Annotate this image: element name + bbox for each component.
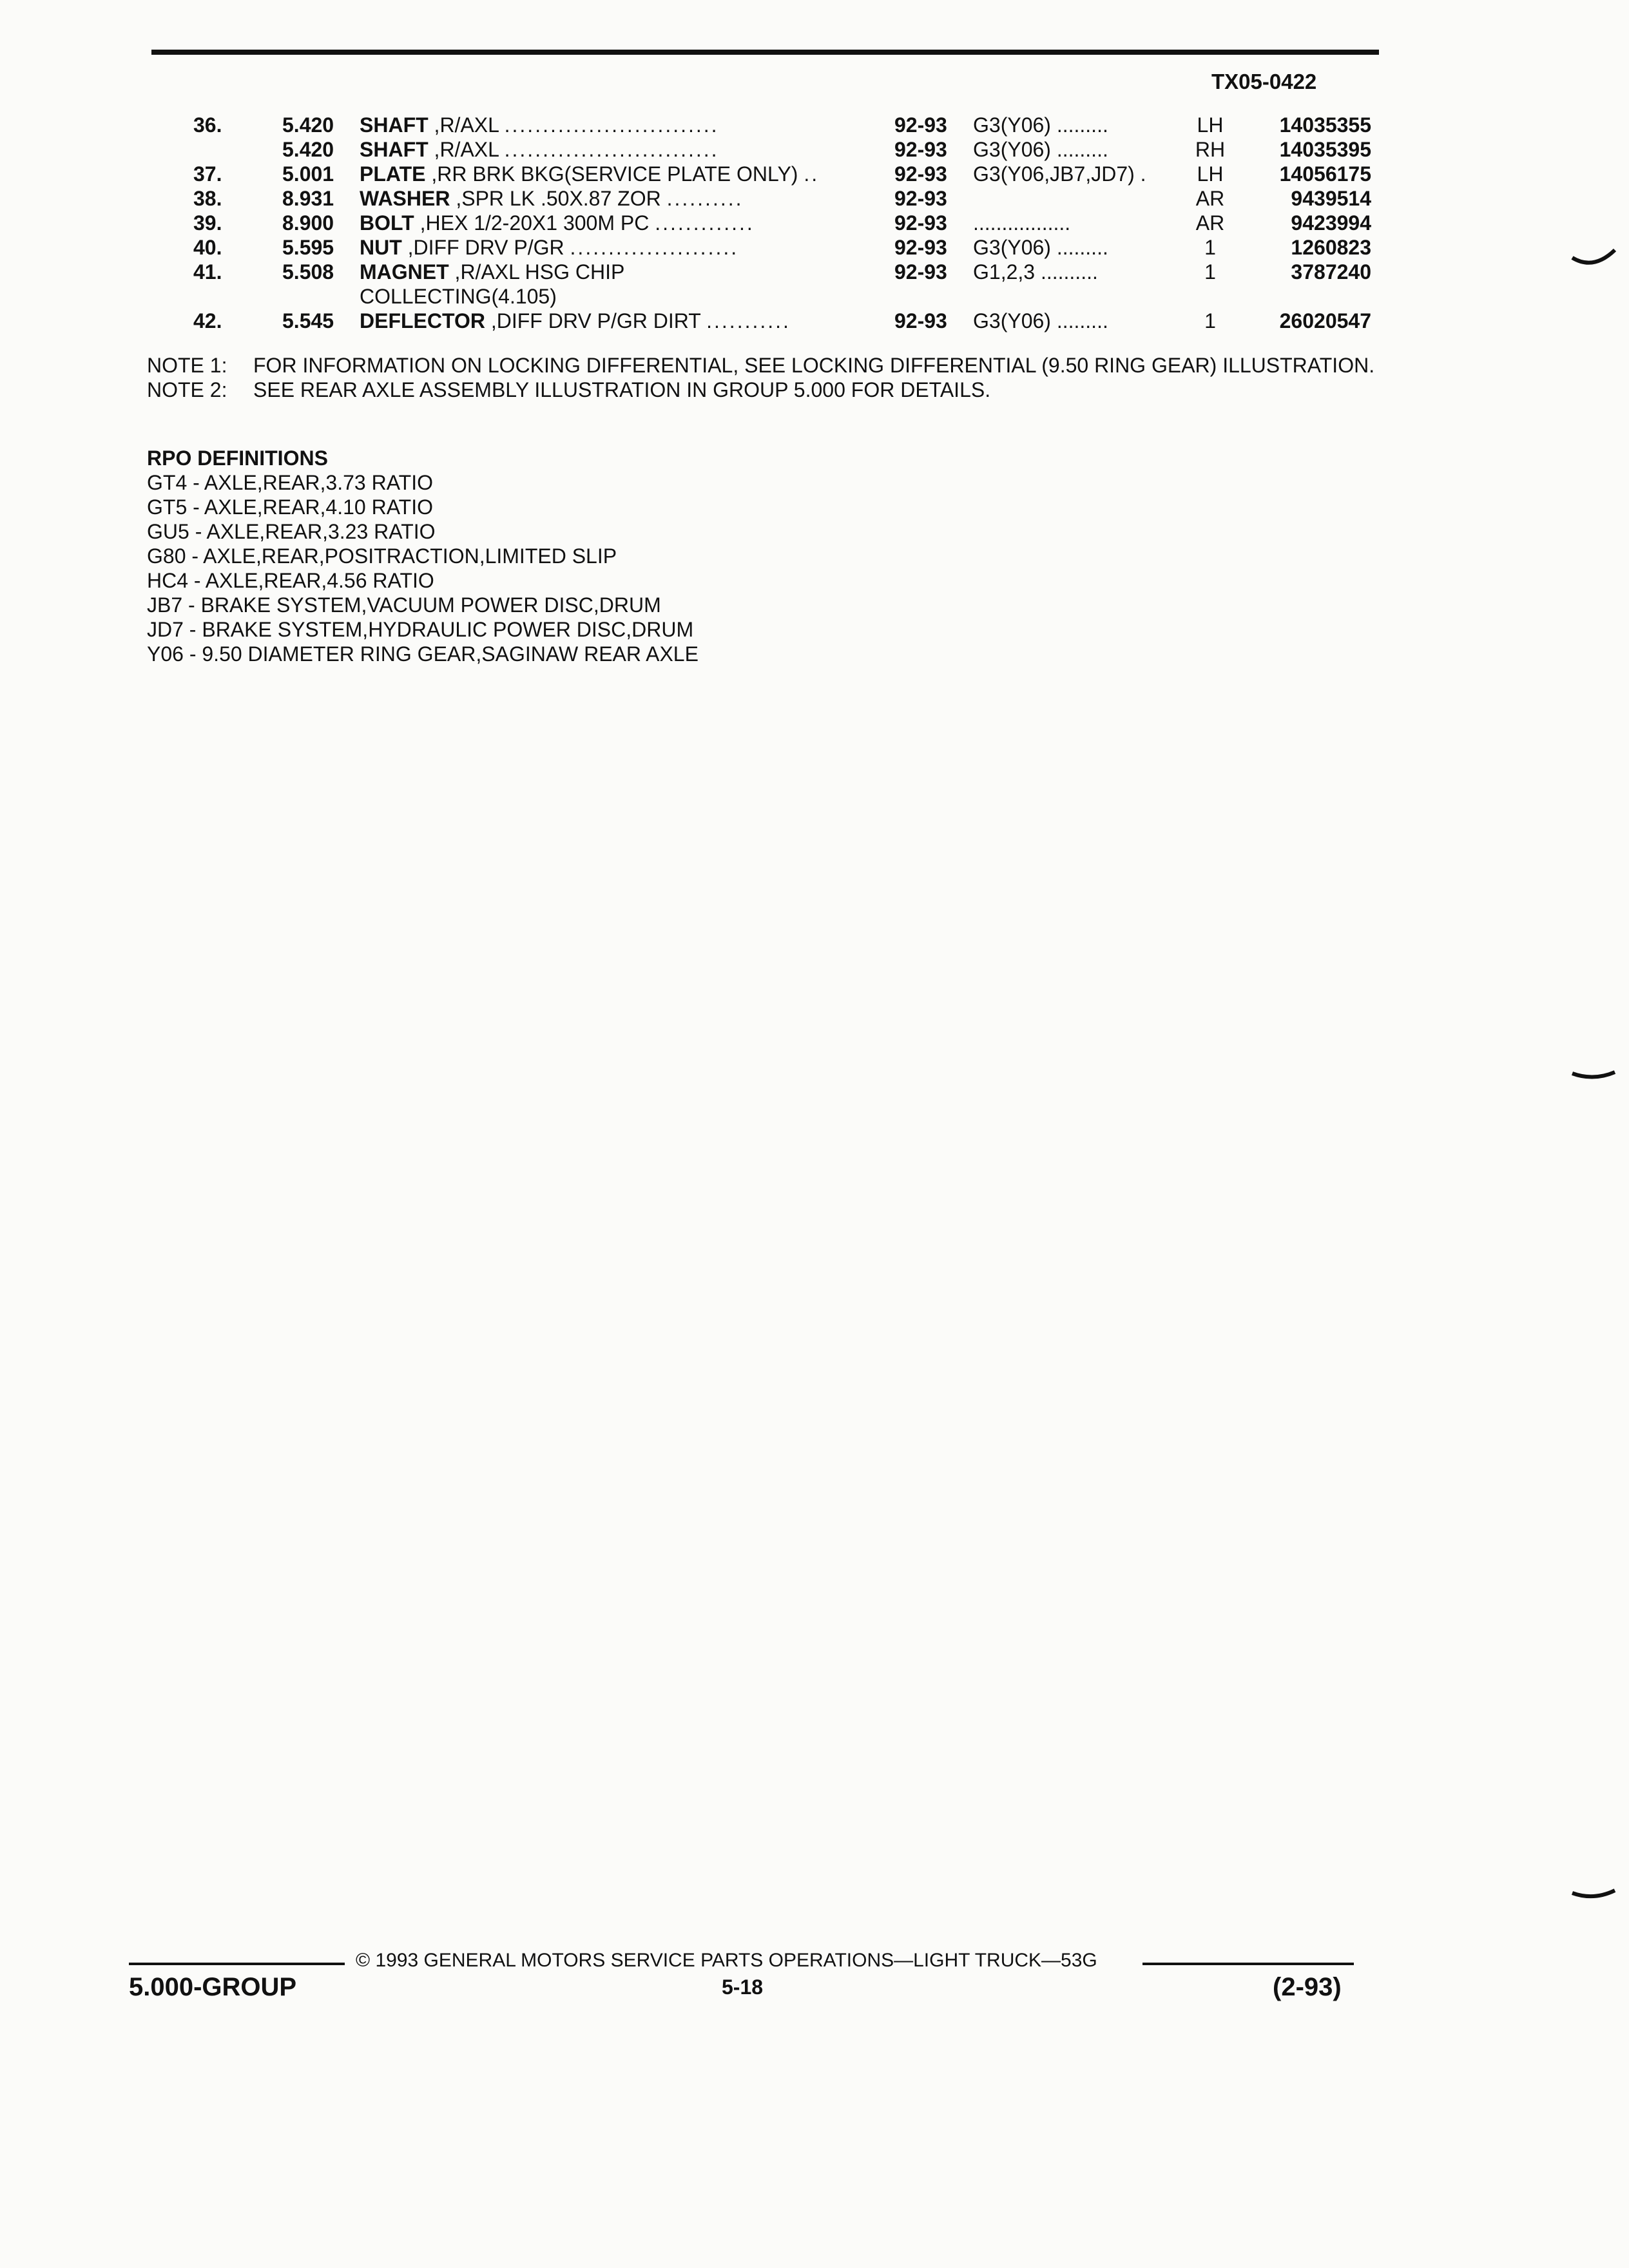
part-desc-continuation: COLLECTING(4.105) (360, 285, 557, 308)
part-number: 26020547 (1279, 309, 1371, 332)
rpo-title: RPO DEFINITIONS (147, 447, 328, 470)
model-years: 92-93 (894, 260, 947, 284)
part-description (360, 186, 875, 211)
part-desc-text: ,R/AXL HSG CHIP (448, 260, 625, 284)
quantity: AR (1195, 211, 1225, 235)
usage-code: ................. (973, 211, 1071, 235)
usage-code: G3(Y06) ......... (973, 138, 1108, 161)
part-desc-text: ,RR BRK BKG(SERVICE PLATE ONLY) (425, 162, 798, 186)
figure-code: TX05-0422 (1211, 70, 1317, 93)
part-description (360, 309, 875, 333)
part-description (360, 113, 875, 137)
parts-row (0, 235, 1629, 260)
part-desc-text: ,R/AXL (428, 113, 499, 137)
note-label: NOTE 2: (147, 378, 227, 401)
quantity: LH (1197, 113, 1224, 137)
model-years: 92-93 (894, 162, 947, 186)
model-years: 92-93 (894, 187, 947, 210)
quantity: RH (1195, 138, 1226, 161)
quantity: 1 (1204, 309, 1216, 332)
rpo-item: Y06 - 9.50 DIAMETER RING GEAR,SAGINAW REAR AXLE (147, 642, 699, 666)
usage-code: G3(Y06) ......... (973, 236, 1108, 259)
rpo-item: JB7 - BRAKE SYSTEM,VACUUM POWER DISC,DRUM (147, 593, 661, 617)
leader-dots: ............................ (504, 138, 719, 161)
parts-row (0, 260, 1629, 309)
rpo-item: HC4 - AXLE,REAR,4.56 RATIO (147, 569, 434, 592)
parts-row (0, 162, 1629, 186)
part-name: SHAFT (360, 138, 429, 161)
parts-row (0, 186, 1629, 211)
item-number: 41. (193, 260, 222, 284)
part-description (360, 260, 875, 309)
part-desc-text: ,HEX 1/2-20X1 300M PC (414, 211, 650, 235)
part-number: 9439514 (1291, 187, 1371, 210)
group-number: 8.931 (282, 187, 334, 210)
part-name: DEFLECTOR (360, 309, 485, 332)
part-name: NUT (360, 236, 402, 259)
quantity: AR (1195, 187, 1225, 210)
rpo-item: GT4 - AXLE,REAR,3.73 RATIO (147, 471, 433, 494)
model-years: 92-93 (894, 211, 947, 235)
part-description (360, 211, 875, 235)
binder-hole-mark (1571, 245, 1616, 271)
part-name: SHAFT (360, 113, 429, 137)
part-number: 9423994 (1291, 211, 1371, 235)
item-number: 37. (193, 162, 222, 186)
rpo-item: GU5 - AXLE,REAR,3.23 RATIO (147, 520, 436, 543)
group-number: 5.420 (282, 138, 334, 161)
footer-date: (2-93) (1273, 1973, 1342, 2001)
part-number: 14035355 (1279, 113, 1371, 137)
group-number: 5.545 (282, 309, 334, 332)
item-number: 36. (193, 113, 222, 137)
model-years: 92-93 (894, 138, 947, 161)
part-name: MAGNET (360, 260, 449, 284)
footer-rule-right (1142, 1963, 1354, 1965)
group-number: 5.001 (282, 162, 334, 186)
quantity: LH (1197, 162, 1224, 186)
part-desc-text: ,R/AXL (428, 138, 499, 161)
footer-group: 5.000-GROUP (129, 1973, 297, 2001)
usage-code: G3(Y06,JB7,JD7) . (973, 162, 1146, 186)
leader-dots: ...................... (570, 236, 739, 259)
binder-hole-mark (1571, 1881, 1616, 1907)
group-number: 8.900 (282, 211, 334, 235)
usage-code: G3(Y06) ......... (973, 113, 1108, 137)
quantity: 1 (1204, 260, 1216, 284)
quantity: 1 (1204, 236, 1216, 259)
part-name: PLATE (360, 162, 426, 186)
top-rule (151, 50, 1379, 55)
group-number: 5.420 (282, 113, 334, 137)
leader-dots: .......... (666, 187, 744, 210)
leader-dots: .. (804, 162, 820, 186)
leader-dots: ............. (655, 211, 755, 235)
rpo-item: JD7 - BRAKE SYSTEM,HYDRAULIC POWER DISC,DRUM (147, 618, 694, 641)
group-number: 5.508 (282, 260, 334, 284)
part-number: 14035395 (1279, 138, 1371, 161)
footer-rule-left (129, 1963, 345, 1965)
leader-dots: ............................ (504, 113, 719, 137)
part-number: 14056175 (1279, 162, 1371, 186)
note-text: SEE REAR AXLE ASSEMBLY ILLUSTRATION IN GROUP 5.000 FOR DETAILS. (253, 378, 991, 401)
part-name: WASHER (360, 187, 450, 210)
model-years: 92-93 (894, 113, 947, 137)
rpo-item: GT5 - AXLE,REAR,4.10 RATIO (147, 495, 433, 519)
item-number: 42. (193, 309, 222, 332)
parts-row (0, 211, 1629, 235)
note (147, 353, 1452, 378)
item-number: 38. (193, 187, 222, 210)
model-years: 92-93 (894, 236, 947, 259)
model-years: 92-93 (894, 309, 947, 332)
rpo-item: G80 - AXLE,REAR,POSITRACTION,LIMITED SLIP (147, 544, 617, 568)
part-number: 1260823 (1291, 236, 1371, 259)
parts-row (0, 137, 1629, 162)
note-text: FOR INFORMATION ON LOCKING DIFFERENTIAL, SEE LOCKING DIFFERENTIAL (9.50 RING GEAR) ILLUSTRATION. (253, 354, 1375, 377)
part-desc-text: ,SPR LK .50X.87 ZOR (450, 187, 661, 210)
part-description (360, 162, 875, 186)
item-number: 39. (193, 211, 222, 235)
part-description (360, 235, 875, 260)
part-name: BOLT (360, 211, 414, 235)
note (147, 378, 1452, 402)
part-desc-text: ,DIFF DRV P/GR (401, 236, 564, 259)
item-number: 40. (193, 236, 222, 259)
note-label: NOTE 1: (147, 354, 227, 377)
footer-copyright: © 1993 GENERAL MOTORS SERVICE PARTS OPERATIONS—LIGHT TRUCK—53G (356, 1950, 1097, 1971)
binder-hole-mark (1571, 1063, 1616, 1089)
page-number: 5-18 (722, 1975, 764, 1999)
parts-list (0, 113, 1629, 333)
usage-code: G1,2,3 .......... (973, 260, 1098, 284)
leader-dots: ........... (706, 309, 791, 332)
part-number: 3787240 (1291, 260, 1371, 284)
usage-code: G3(Y06) ......... (973, 309, 1108, 332)
group-number: 5.595 (282, 236, 334, 259)
part-desc-text: ,DIFF DRV P/GR DIRT (485, 309, 701, 332)
rpo-definitions (147, 446, 699, 666)
part-description (360, 137, 875, 162)
parts-row (0, 113, 1629, 137)
parts-row (0, 309, 1629, 333)
notes-section (147, 353, 1452, 402)
